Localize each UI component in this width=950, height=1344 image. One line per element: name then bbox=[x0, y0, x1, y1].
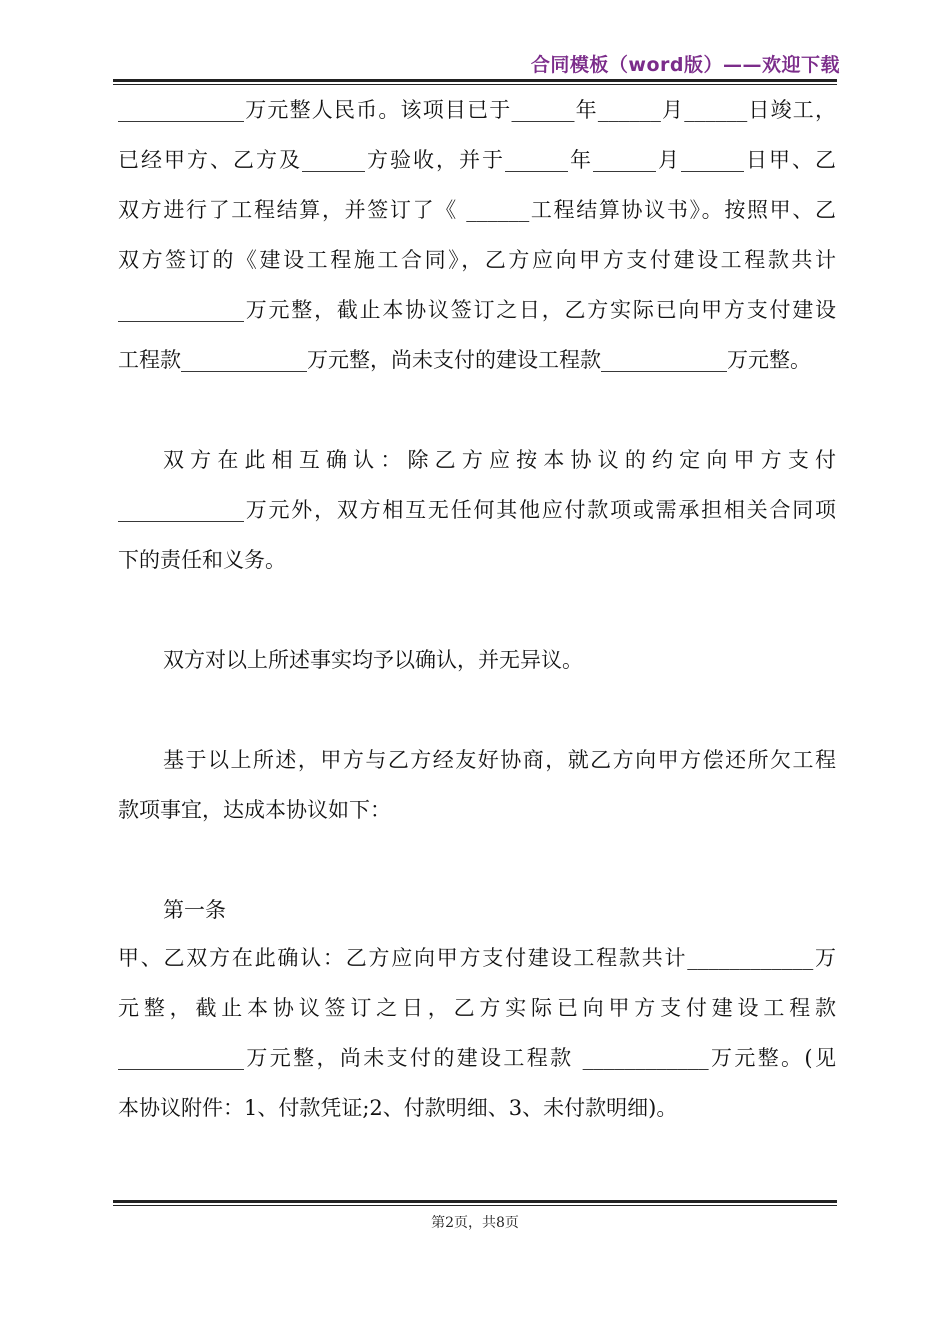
body-line: 下的责任和义务。 bbox=[118, 548, 286, 572]
body-line: 基于以上所述，甲方与乙方经友好协商，就乙方向甲方偿还所欠工程 bbox=[163, 748, 836, 772]
body-line: 双方进行了工程结算，并签订了《 ______工程结算协议书》。按照甲、乙 bbox=[118, 198, 836, 222]
body-line: 款项事宜，达成本协议如下： bbox=[118, 798, 391, 822]
body-line: 双方在此相互确认：除乙方应按本协议的约定向甲方支付 bbox=[163, 448, 836, 472]
footer-rule-thin bbox=[113, 1205, 837, 1206]
header-rule-thin bbox=[113, 84, 837, 85]
section-heading: 第一条 bbox=[163, 898, 226, 922]
body-line: 甲、乙双方在此确认：乙方应向甲方支付建设工程款共计____________万 bbox=[118, 946, 836, 970]
body-line: 元整，截止本协议签订之日，乙方实际已向甲方支付建设工程款 bbox=[118, 996, 836, 1020]
body-line: ____________万元整，截止本协议签订之日，乙方实际已向甲方支付建设 bbox=[118, 298, 836, 322]
body-line: ____________万元整，尚未支付的建设工程款 ____________万元整。(见 bbox=[118, 1046, 836, 1070]
header-title: 合同模板（word版）——欢迎下载 bbox=[530, 54, 840, 76]
body-line: 工程款____________万元整，尚未支付的建设工程款____________万元整。 bbox=[118, 348, 811, 372]
page-number: 第2页，共8页 bbox=[431, 1215, 519, 1231]
footer-rule-thick bbox=[113, 1200, 837, 1203]
body-line: 双方对以上所述事实均予以确认，并无异议。 bbox=[163, 648, 583, 672]
body-line: 已经甲方、乙方及______方验收，并于______年______月______日甲、乙 bbox=[118, 148, 836, 172]
body-line: 双方签订的《建设工程施工合同》，乙方应向甲方支付建设工程款共计 bbox=[118, 248, 836, 272]
body-line: ____________万元整人民币。该项目已于______年______月______日竣工， bbox=[118, 98, 836, 122]
body-line: ____________万元外，双方相互无任何其他应付款项或需承担相关合同项 bbox=[118, 498, 836, 522]
header-rule-thick bbox=[113, 79, 837, 82]
body-line: 本协议附件：1、付款凭证;2、付款明细、3、未付款明细)。 bbox=[118, 1096, 678, 1120]
